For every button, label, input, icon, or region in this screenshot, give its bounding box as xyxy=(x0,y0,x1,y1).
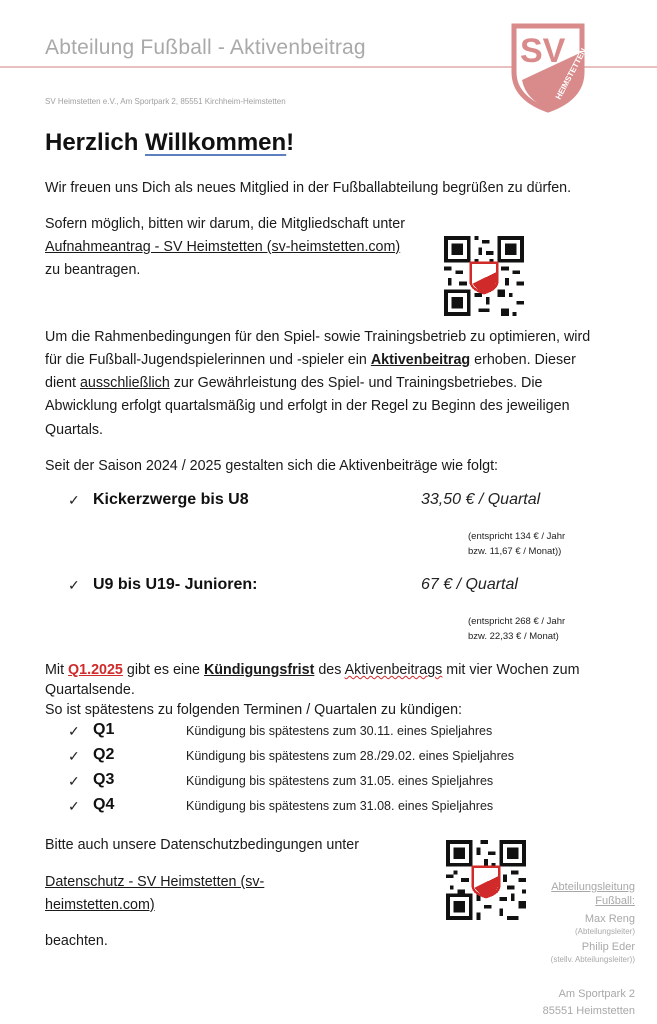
info-line-1: Um die Rahmenbedingungen für den Spiel- sowie Trainingsbetrieb zu optimieren, wird xyxy=(45,329,591,345)
privacy-link-part2[interactable]: heimstetten.com) xyxy=(45,897,155,913)
quarter-text-q3: Kündigung bis spätestens zum 31.05. eines Spieljahres xyxy=(186,774,494,788)
check-icon: ✓ xyxy=(68,773,80,789)
tier-price-kickerzwerge: 33,50 € / Quartal xyxy=(421,491,541,508)
quarter-label-q2: Q2 xyxy=(93,746,115,763)
tier-note-kickerzwerge-month: bzw. 11,67 € / Monat)) xyxy=(468,546,562,557)
page-title: Herzlich Willkommen! xyxy=(45,129,295,156)
privacy-link-part1[interactable]: Datenschutz - SV Heimstetten (sv- xyxy=(45,874,265,890)
contact-role-1: (Abteilungsleiter) xyxy=(574,927,635,936)
quarter-text-q2: Kündigung bis spätestens zum 28./29.02. eines Spieljahres xyxy=(186,749,514,763)
info-line-3: dient ausschließlich zur Gewährleistung des Spiel- und Trainingsbetriebes. Die xyxy=(45,375,543,391)
info-line-2: für die Fußball-Jugendspielerinnen und -spieler ein Aktivenbeitrag erhoben. Dieser xyxy=(45,352,576,368)
info-line-5: Quartals. xyxy=(45,422,104,438)
contact-person-1: Max Reng xyxy=(584,913,635,925)
check-icon: ✓ xyxy=(68,492,80,508)
membership-application-link[interactable]: Aufnahmeantrag - SV Heimstetten (sv-heimstetten.com) xyxy=(45,239,401,255)
tier-name-kickerzwerge: Kickerzwerge bis U8 xyxy=(93,491,249,508)
logo-letters: SV xyxy=(520,32,566,70)
check-icon: ✓ xyxy=(68,723,80,739)
club-logo xyxy=(508,22,588,114)
info-line-4: Abwicklung erfolgt quartalsmäßig und erfolgt in der Regel zu Beginn des jeweiligen xyxy=(45,398,570,414)
apply-text-line1: Sofern möglich, bitten wir darum, die Mitgliedschaft unter xyxy=(45,216,405,232)
qr-code-membership[interactable] xyxy=(444,236,524,316)
quarter-label-q3: Q3 xyxy=(93,771,115,788)
document-header-title: Abteilung Fußball - Aktivenbeitrag xyxy=(45,36,366,59)
contact-heading: Abteilungsleitung Fußball: xyxy=(551,881,635,907)
qr-code-privacy[interactable] xyxy=(446,840,526,920)
quarter-label-q1: Q1 xyxy=(93,721,115,738)
quarter-label-q4: Q4 xyxy=(93,796,115,813)
tier-note-kickerzwerge-year: (entspricht 134 € / Jahr xyxy=(468,531,566,542)
contact-block xyxy=(551,880,635,965)
privacy-text-line3: beachten. xyxy=(45,933,108,949)
contact-address: Am Sportpark 2 85551 Heimstetten xyxy=(542,988,635,1017)
tier-note-junioren-month: bzw. 22,33 € / Monat) xyxy=(468,631,559,642)
check-icon: ✓ xyxy=(68,748,80,764)
contact-person-2: Philip Eder xyxy=(581,941,635,953)
privacy-text-line1: Bitte auch unsere Datenschutzbedingungen unter xyxy=(45,837,359,853)
season-intro: Seit der Saison 2024 / 2025 gestalten sich die Aktivenbeiträge wie folgt: xyxy=(45,458,499,474)
club-address: SV Heimstetten e.V., Am Sportpark 2, 85551 Kirchheim-Heimstetten xyxy=(45,97,286,106)
apply-text-line3: zu beantragen. xyxy=(45,262,141,278)
check-icon: ✓ xyxy=(68,577,80,593)
contact-role-2: (stellv. Abteilungsleiter)) xyxy=(550,955,635,964)
intro-text: Wir freuen uns Dich als neues Mitglied in der Fußballabteilung begrüßen zu dürfen. xyxy=(45,180,572,196)
check-icon: ✓ xyxy=(68,798,80,814)
quarter-text-q1: Kündigung bis spätestens zum 30.11. eines Spieljahres xyxy=(186,724,493,738)
cancellation-notice-line2: Quartalsende. xyxy=(45,682,135,698)
tier-note-junioren-year: (entspricht 268 € / Jahr xyxy=(468,616,566,627)
quarter-text-q4: Kündigung bis spätestens zum 31.08. eines Spieljahres xyxy=(186,799,494,813)
cancellation-notice-line3: So ist spätestens zu folgenden Terminen / Quartalen zu kündigen: xyxy=(45,702,462,718)
logo-text: HEIMSTETTEN xyxy=(553,46,588,101)
tier-name-junioren: U9 bis U19- Junioren: xyxy=(93,576,258,593)
cancellation-notice-line1: Mit Q1.2025 gibt es eine Kündigungsfrist des Aktivenbeitrags mit vier Wochen zum xyxy=(45,662,580,678)
tier-price-junioren: 67 € / Quartal xyxy=(421,576,518,593)
